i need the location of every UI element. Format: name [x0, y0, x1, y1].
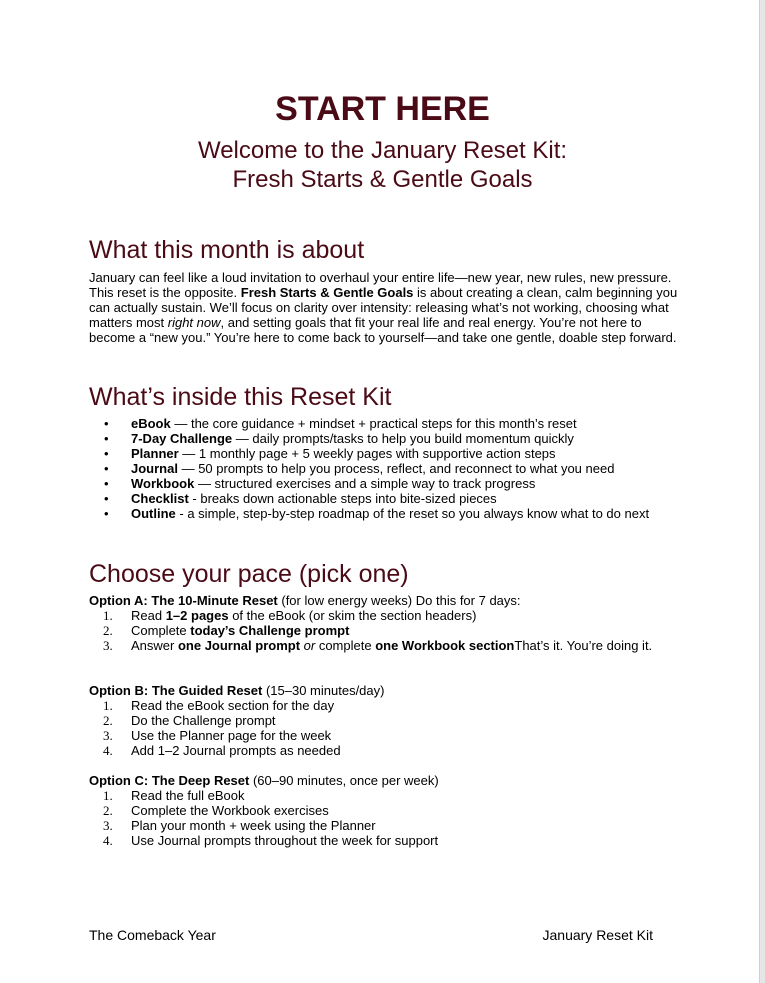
page-title: START HERE: [275, 90, 490, 128]
bold-text: Fresh Starts & Gentle Goals: [240, 285, 414, 300]
option-c: Option C: The Deep Reset (60–90 minutes, once per week) 1. Read the full eBook 2. Complete the Workbook exercises 3. Plan your month + week using the Planner 4. Use Journal prompts throughout the week for support: [89, 773, 679, 848]
page-subtitle: [0, 136, 765, 194]
list-item: • eBook — the core guidance + mindset + practical steps for this month’s reset: [89, 416, 669, 431]
step: 1. Read the full eBook: [103, 788, 245, 803]
italic-text: right now: [167, 315, 221, 330]
list-item: • Outline - a simple, step-by-step roadmap of the reset so you always know what to do next: [89, 506, 669, 521]
step: 3. Use the Planner page for the week: [103, 728, 332, 743]
list-item: • Workbook — structured exercises and a simple way to track progress: [89, 476, 669, 491]
footer-left: The Comeback Year: [89, 927, 216, 943]
step: 2. Do the Challenge prompt: [103, 713, 276, 728]
step: 3. Answer one Journal prompt or complete one Workbook sectionThat’s it. You’re doing it.: [103, 638, 653, 653]
step: 1. Read the eBook section for the day: [103, 698, 335, 713]
step: 4. Add 1–2 Journal prompts as needed: [103, 743, 341, 758]
list-item: • 7-Day Challenge — daily prompts/tasks to help you build momentum quickly: [89, 431, 669, 446]
heading-about: What this month is about: [89, 236, 365, 264]
step: 1. Read 1–2 pages of the eBook (or skim the section headers): [103, 608, 477, 623]
kit-list: [89, 416, 669, 521]
text: is about creating a clean, calm beginning you can actually sustain. We’ll focus on clarity over intensity: releasing what’s not working, choosing what matters most: [89, 285, 678, 330]
about-paragraph: [89, 270, 679, 345]
text: January can feel like a loud invitation to overhaul your entire life—new year, new rules, new pressure. This reset is the opposite.: [89, 270, 672, 300]
step: 4. Use Journal prompts throughout the week for support: [103, 833, 439, 848]
list-item: • Planner — 1 monthly page + 5 weekly pages with supportive action steps: [89, 446, 669, 461]
footer-right: January Reset Kit: [542, 927, 653, 943]
subtitle-line: Welcome to the January Reset Kit:: [197, 137, 568, 164]
text: , and setting goals that fit your real life and real energy. You’re not here to become a “new you.” You’re here to come back to yourself—and take one gentle, doable step forward.: [89, 315, 677, 345]
list-item: • Journal — 50 prompts to help you process, reflect, and reconnect to what you need: [89, 461, 669, 476]
step: 2. Complete today’s Challenge prompt: [103, 623, 350, 638]
option-b: Option B: The Guided Reset (15–30 minutes/day) 1. Read the eBook section for the day 2. Do the Challenge prompt 3. Use the Planner page for the week 4. Add 1–2 Journal prompts as needed: [89, 683, 679, 758]
heading-inside: What’s inside this Reset Kit: [89, 383, 392, 411]
option-title: Option C: The Deep Reset: [89, 773, 250, 788]
subtitle-line: Fresh Starts & Gentle Goals: [232, 166, 533, 193]
step: 2. Complete the Workbook exercises: [103, 803, 329, 818]
list-item: • Checklist - breaks down actionable steps into bite-sized pieces: [89, 491, 669, 506]
option-title: Option A: The 10-Minute Reset: [89, 593, 278, 608]
heading-pace: Choose your pace (pick one): [89, 560, 409, 588]
step: 3. Plan your month + week using the Planner: [103, 818, 376, 833]
option-title: Option B: The Guided Reset: [89, 683, 263, 698]
option-a: Option A: The 10-Minute Reset (for low energy weeks) Do this for 7 days: 1. Read 1–2 pages of the eBook (or skim the section headers) 2. Complete today’s Challenge prompt 3. Answer one Journal prompt or complete one Workbook sectionThat’s it. You’re doing it.: [89, 593, 679, 653]
